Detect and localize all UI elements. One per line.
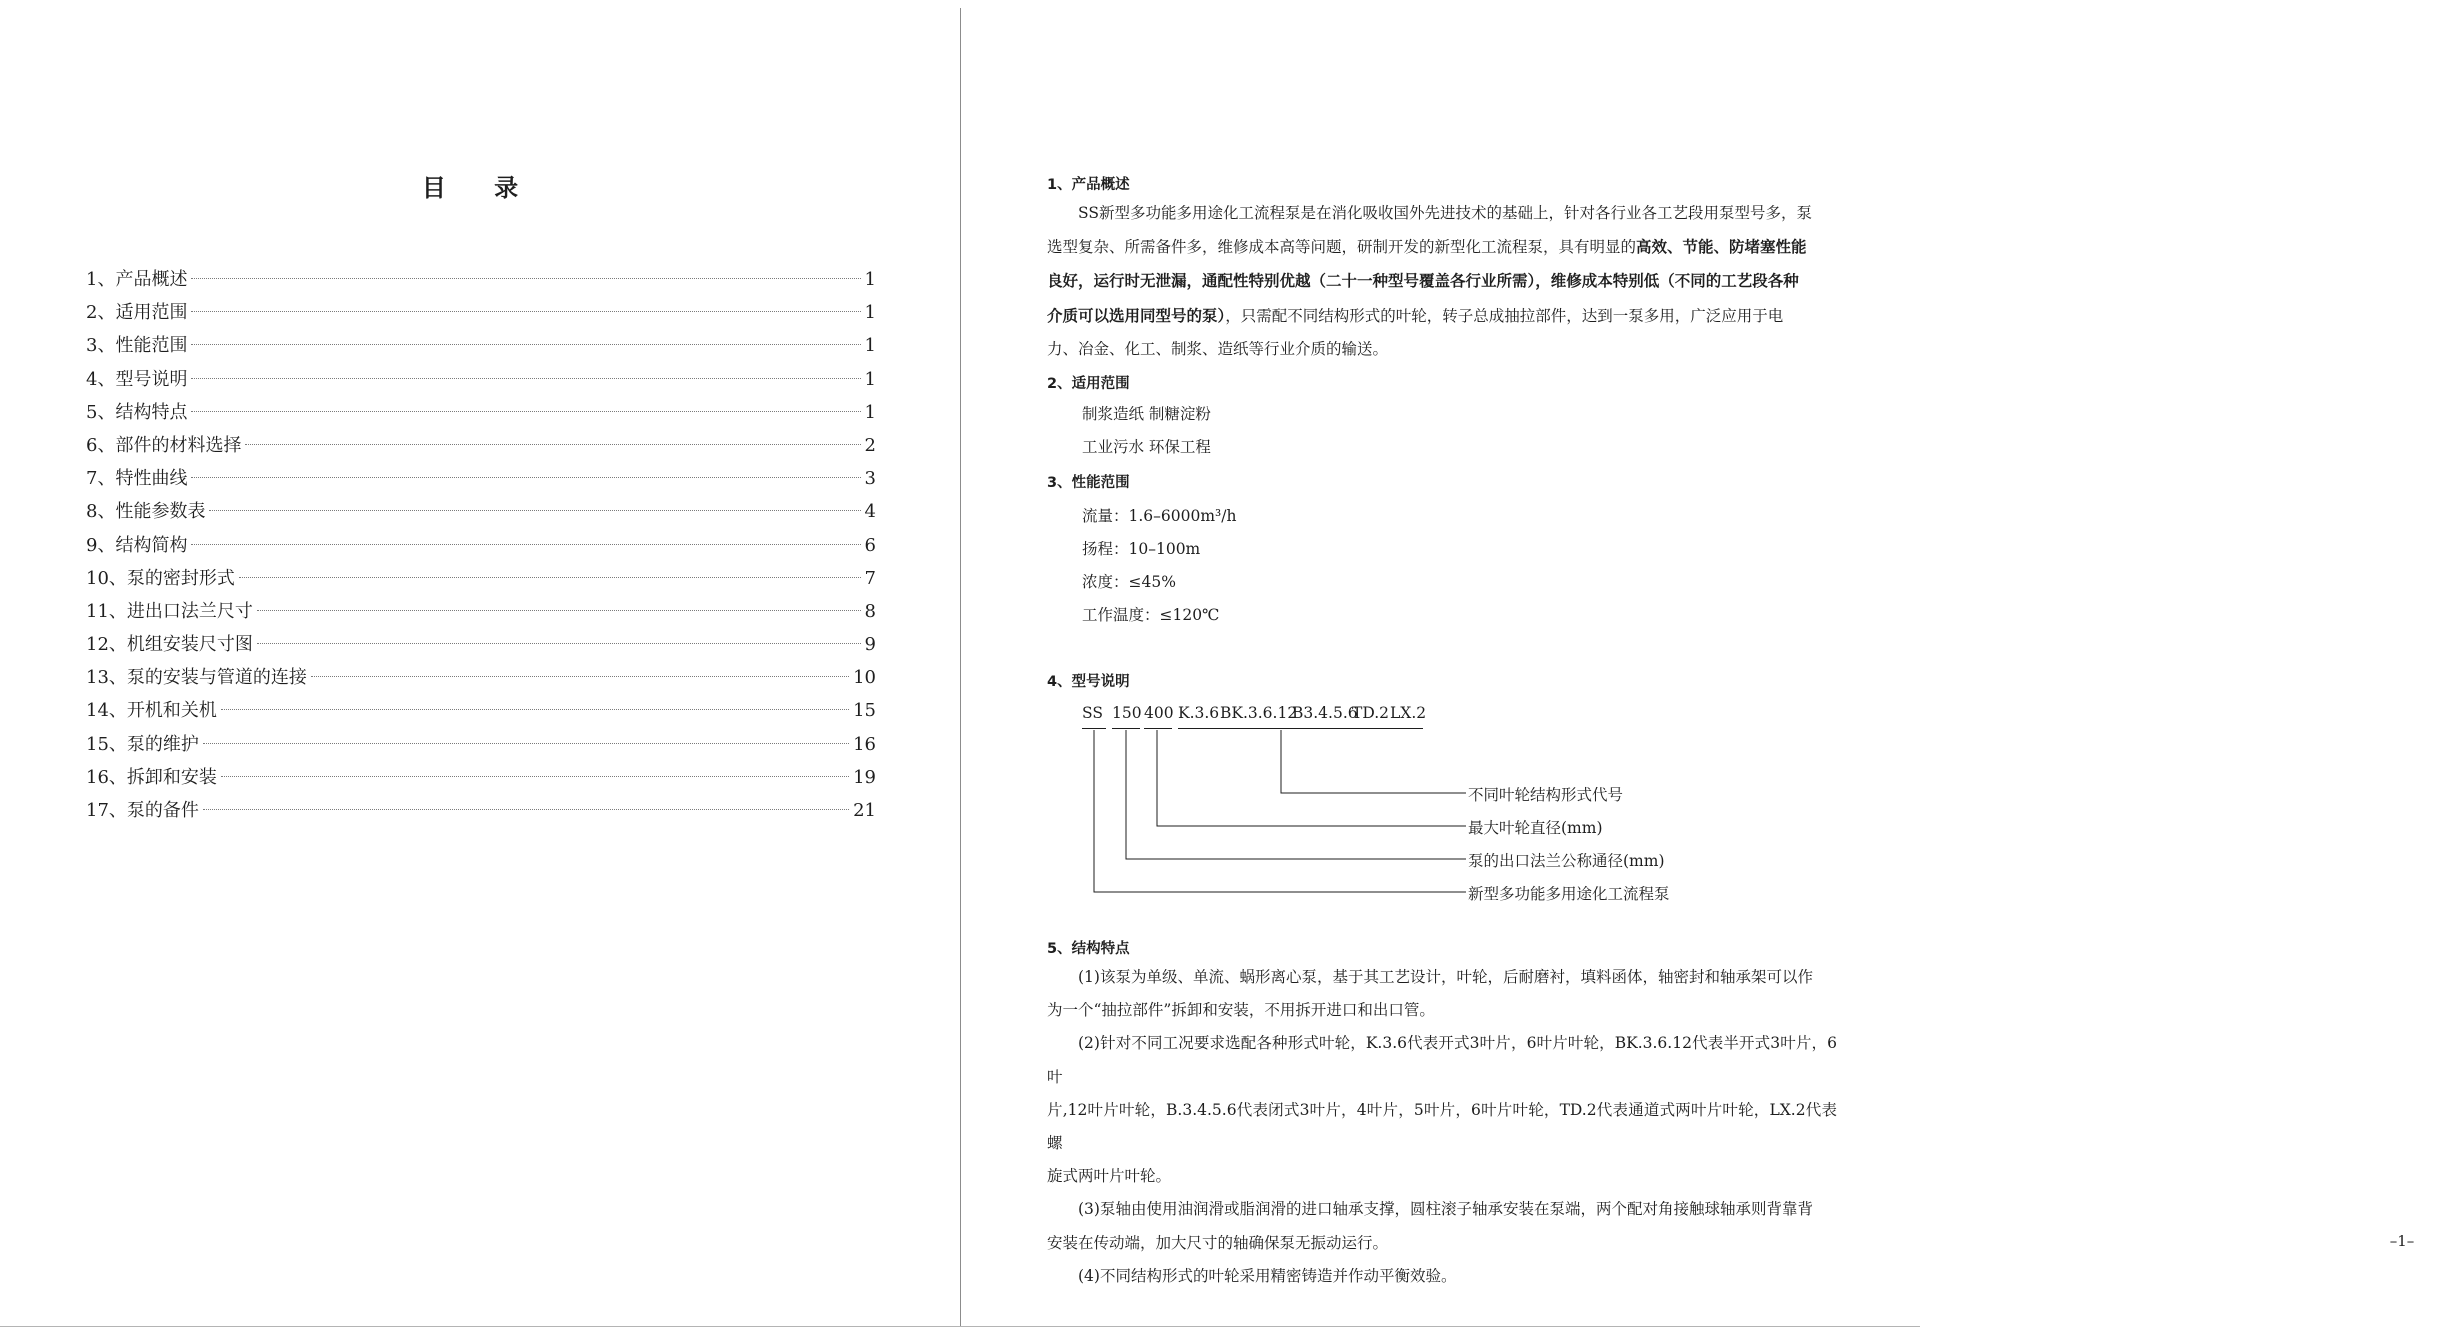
toc-entry-label: 13、泵的安装与管道的连接: [86, 667, 307, 689]
toc-entry-page: 15: [853, 700, 876, 722]
overview-line-4: ，只需配不同结构形式的叶轮，转子总成抽拉部件，达到一泵多用，广泛应用于电: [1225, 306, 1784, 325]
toc-entry[interactable]: [86, 398, 876, 431]
structure-p2-line2: 片,12叶片叶轮，B.3.4.5.6代表闭式3叶片，4叶片，5叶片，6叶片叶轮，TD.2代表通道式两叶片叶轮，LX.2代表螺: [1047, 1100, 1837, 1153]
bottom-rule: [0, 1326, 1920, 1327]
code-underline: [1144, 728, 1172, 729]
section-heading-structure: 5、结构特点: [1047, 941, 1130, 957]
scope-item: 制浆造纸 制糖淀粉: [1082, 405, 1211, 423]
right-page: [962, 0, 2415, 1326]
page-number: –1–: [2389, 1232, 2415, 1250]
toc-leader-dots: [245, 444, 860, 445]
code-part-impeller: BK.3.6.12: [1220, 704, 1298, 722]
toc-entry[interactable]: [86, 763, 876, 796]
toc-leader-dots: [257, 643, 861, 644]
toc-entry-label: 8、性能参数表: [86, 501, 206, 523]
code-underline: [1178, 728, 1423, 729]
toc-entry[interactable]: [86, 265, 876, 298]
model-legend-flange: 泵的出口法兰公称通径(mm): [1468, 852, 1665, 870]
code-part-impeller: TD.2: [1352, 704, 1390, 722]
structure-p3-line1: (3)泵轴由使用油润滑或脂润滑的进口轴承支撑，圆柱滚子轴承安装在泵端，两个配对角接触球轴承则背靠背: [1078, 1200, 1813, 1219]
toc-entry[interactable]: [86, 497, 876, 530]
toc-entry[interactable]: [86, 696, 876, 729]
toc-leader-dots: [239, 577, 861, 578]
toc-leader-dots: [257, 610, 861, 611]
model-code-diagram: [1040, 696, 1740, 916]
toc-entry-label: 12、机组安装尺寸图: [86, 634, 253, 656]
toc-entry[interactable]: [86, 597, 876, 630]
toc-entry-page: 16: [853, 733, 876, 755]
toc-entry-label: 17、泵的备件: [86, 800, 199, 821]
code-part-flange: 150: [1112, 704, 1142, 722]
overview-paragraph: [1047, 197, 1837, 366]
toc-entry-label: 7、特性曲线: [86, 468, 188, 490]
toc-entry-page: 19: [853, 766, 876, 788]
toc-leader-dots: [221, 709, 849, 710]
code-part-ss: SS: [1082, 704, 1103, 722]
toc-entry-label: 3、性能范围: [86, 335, 188, 357]
structure-p2-line3: 旋式两叶片叶轮。: [1047, 1167, 1172, 1186]
toc-entry[interactable]: [86, 564, 876, 597]
toc-entry-label: 10、泵的密封形式: [86, 567, 235, 589]
structure-p2-line1: (2)针对不同工况要求选配各种形式叶轮，K.3.6代表开式3叶片，6叶片叶轮，BK.3.6.12代表半开式3叶片，6叶: [1047, 1034, 1837, 1086]
toc-leader-dots: [191, 544, 860, 545]
toc-entry-page: 1: [864, 302, 876, 324]
section-heading-overview: 1、产品概述: [1047, 177, 1130, 193]
toc-entry-label: 4、型号说明: [86, 368, 188, 390]
toc-entry-page: 9: [864, 634, 876, 656]
toc-entry-label: 11、进出口法兰尺寸: [86, 600, 253, 622]
toc-entry[interactable]: [86, 796, 876, 829]
toc-leader-dots: [191, 278, 860, 279]
code-part-impeller: B3.4.5.6: [1292, 704, 1358, 722]
toc-leader-dots: [209, 510, 860, 511]
performance-temperature: 工作温度：≤120℃: [1082, 606, 1220, 624]
toc-leader-dots: [311, 676, 849, 677]
page-divider: [960, 8, 961, 1326]
toc-entry[interactable]: [86, 630, 876, 663]
toc-entry[interactable]: [86, 365, 876, 398]
code-part-diameter: 400: [1144, 704, 1174, 722]
toc-leader-dots: [221, 776, 849, 777]
toc-entry-page: 3: [864, 468, 876, 490]
overview-line-2: 选型复杂、所需备件多，维修成本高等问题，研制开发的新型化工流程泵，具有明显的: [1047, 238, 1637, 257]
toc-entry-page: 1: [864, 401, 876, 423]
model-legend-diameter: 最大叶轮直径(mm): [1468, 819, 1603, 837]
toc-leader-dots: [191, 477, 860, 478]
toc-entry-label: 14、开机和关机: [86, 700, 217, 722]
toc-entry-label: 2、适用范围: [86, 302, 188, 324]
overview-line-5: 力、冶金、化工、制浆、造纸等行业介质的输送。: [1047, 339, 1389, 358]
toc-leader-dots: [191, 311, 860, 312]
toc-title: 目 录: [421, 173, 539, 202]
toc-entry-label: 15、泵的维护: [86, 733, 199, 755]
toc-leader-dots: [191, 344, 860, 345]
toc-entry-label: 1、产品概述: [86, 269, 188, 290]
toc-entry-label: 9、结构简构: [86, 534, 188, 556]
toc-leader-dots: [203, 809, 849, 810]
toc-entry-page: 7: [864, 567, 876, 589]
section-heading-scope: 2、适用范围: [1047, 376, 1130, 392]
structure-text: [1047, 961, 1837, 1293]
toc-entry-page: 6: [864, 534, 876, 556]
toc-leader-dots: [191, 411, 860, 412]
model-legend-pump: 新型多功能多用途化工流程泵: [1468, 885, 1670, 903]
toc-list: [86, 265, 876, 829]
toc-entry-page: 1: [864, 269, 876, 290]
overview-highlight-2: 良好，运行时无泄漏，通配性特别优越（二十一种型号覆盖各行业所需），维修成本特别低（不同的工艺段各种: [1047, 271, 1799, 291]
toc-entry-page: 4: [864, 501, 876, 523]
performance-concentration: 浓度：≤45%: [1082, 573, 1176, 591]
overview-highlight-1: 高效、节能、防堵塞性能: [1636, 237, 1807, 257]
structure-p1-line2: 为一个“抽拉部件”拆卸和安装，不用拆开进口和出口管。: [1047, 1001, 1435, 1020]
code-part-impeller: LX.2: [1390, 704, 1427, 722]
model-legend-impeller: 不同叶轮结构形式代号: [1468, 786, 1624, 804]
scope-item: 工业污水 环保工程: [1082, 438, 1211, 456]
toc-entry-page: 1: [864, 368, 876, 390]
toc-entry[interactable]: [86, 663, 876, 696]
toc-entry[interactable]: [86, 431, 876, 464]
structure-p1-line1: (1)该泵为单级、单流、蜗形离心泵，基于其工艺设计，叶轮，后耐磨衬，填料函体，轴密封和轴承架可以作: [1078, 968, 1813, 986]
overview-line-1: SS新型多功能多用途化工流程泵是在消化吸收国外先进技术的基础上，针对各行业各工艺段用泵型号多，泵: [1078, 204, 1812, 222]
toc-entry-label: 6、部件的材料选择: [86, 434, 242, 456]
toc-entry-label: 16、拆卸和安装: [86, 766, 217, 788]
toc-entry[interactable]: [86, 730, 876, 763]
structure-p3-line2: 安装在传动端，加大尺寸的轴确保泵无振动运行。: [1047, 1233, 1389, 1252]
code-part-impeller: K.3.6: [1178, 704, 1220, 722]
code-underline: [1082, 728, 1106, 729]
performance-flow: 流量：1.6–6000m³/h: [1082, 507, 1237, 525]
toc-leader-dots: [191, 378, 860, 379]
toc-entry-page: 10: [853, 667, 876, 689]
toc-entry[interactable]: [86, 531, 876, 564]
overview-highlight-3: 介质可以选用同型号的泵）: [1047, 305, 1226, 325]
toc-entry-page: 21: [853, 800, 876, 821]
toc-entry-page: 8: [864, 600, 876, 622]
toc-entry[interactable]: [86, 464, 876, 497]
toc-leader-dots: [203, 743, 849, 744]
structure-p4-line1: (4)不同结构形式的叶轮采用精密铸造并作动平衡效验。: [1078, 1266, 1457, 1285]
toc-entry[interactable]: [86, 298, 876, 331]
toc-entry-page: 1: [864, 335, 876, 357]
toc-entry[interactable]: [86, 331, 876, 364]
section-heading-model: 4、型号说明: [1047, 674, 1130, 690]
code-underline: [1112, 728, 1140, 729]
toc-entry-label: 5、结构特点: [86, 401, 188, 423]
section-heading-performance: 3、性能范围: [1047, 475, 1130, 491]
toc-entry-page: 2: [864, 434, 876, 456]
left-page: [0, 0, 960, 1326]
performance-head: 扬程：10–100m: [1082, 540, 1201, 558]
